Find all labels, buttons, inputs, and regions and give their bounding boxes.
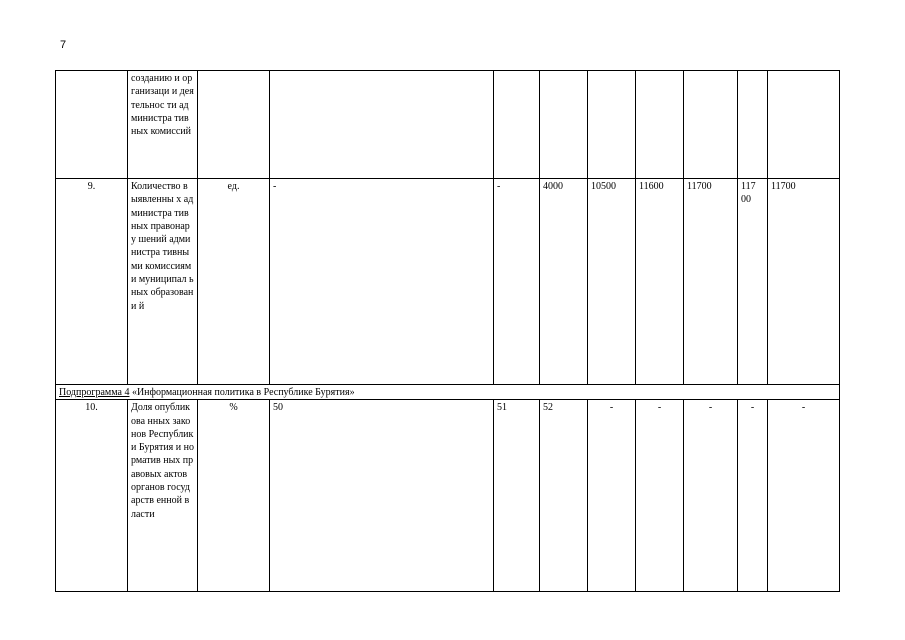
value-cell: 4000 — [540, 179, 588, 385]
base-value-cell: 50 — [270, 400, 494, 592]
value-cell: - — [738, 400, 768, 592]
page-number: 7 — [60, 39, 67, 51]
value-cell: - — [588, 400, 636, 592]
indicator-name-cell: созданию и организаци и деятельнос ти администра тивных комиссий — [128, 71, 198, 179]
unit-cell — [198, 71, 270, 179]
value-cell — [540, 71, 588, 179]
row-number-cell: 10. — [56, 400, 128, 592]
value-cell: - — [684, 400, 738, 592]
indicators-table — [55, 70, 840, 592]
indicator-name-cell: Количество выявленны х администра тивных правонару шений администра тивными комиссиям и муниципал ьных образовани й — [128, 179, 198, 385]
value-cell: 11700 — [684, 179, 738, 385]
table-row — [56, 179, 840, 385]
section-header-cell — [56, 385, 840, 400]
table-row — [56, 400, 840, 592]
value-cell: 117 00 — [738, 179, 768, 385]
value-cell — [684, 71, 738, 179]
indicator-name-cell: Доля опубликова нных законов Республик и Бурятия и норматив ных правовых актов органов государств енной власти — [128, 400, 198, 592]
value-cell — [588, 71, 636, 179]
row-number-cell: 9. — [56, 179, 128, 385]
value-cell — [768, 71, 840, 179]
value-cell: - — [636, 400, 684, 592]
value-cell: 11600 — [636, 179, 684, 385]
value-cell: 51 — [494, 400, 540, 592]
value-cell: 11700 — [768, 179, 840, 385]
unit-cell: ед. — [198, 179, 270, 385]
value-cell — [494, 71, 540, 179]
row-number-cell — [56, 71, 128, 179]
value-cell — [636, 71, 684, 179]
value-cell: 10500 — [588, 179, 636, 385]
base-value-cell — [270, 71, 494, 179]
value-cell: - — [768, 400, 840, 592]
table-row — [56, 71, 840, 179]
section-row — [56, 385, 840, 400]
value-cell — [738, 71, 768, 179]
value-cell: 52 — [540, 400, 588, 592]
section-subtitle: «Информационная политика в Республике Бурятия» — [129, 387, 355, 398]
unit-cell: % — [198, 400, 270, 592]
base-value-cell: - — [270, 179, 494, 385]
section-title: Подпрограмма 4 — [59, 387, 130, 398]
value-cell: - — [494, 179, 540, 385]
